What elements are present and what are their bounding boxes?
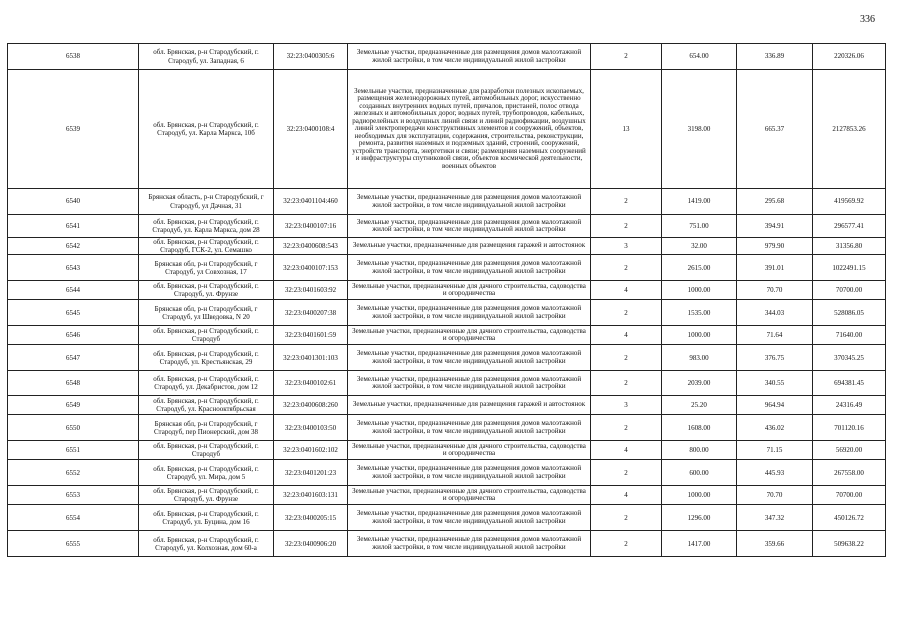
cadastral-number-cell: 32:23:0400205:15 bbox=[274, 505, 348, 531]
cadastral-number-cell: 32:23:0401104:460 bbox=[274, 189, 348, 215]
address-cell: обл. Брянская, р-н Стародубский, г. Стародуб, ул. Колхозная, дом 60-а bbox=[139, 531, 274, 557]
address-cell: обл. Брянская, р-н Стародубский, г. Стародуб, ул. Фрунзе bbox=[139, 281, 274, 300]
specific-value-cell: 359.66 bbox=[737, 531, 813, 557]
group-cell: 3 bbox=[591, 238, 662, 255]
cadastral-value-cell: 694381.45 bbox=[813, 371, 886, 396]
cadastral-value-cell: 267558.00 bbox=[813, 460, 886, 486]
address-cell: обл. Брянская, р-н Стародубский, г. Стародуб, ул. Декабристов, дом 12 bbox=[139, 371, 274, 396]
specific-value-cell: 445.93 bbox=[737, 460, 813, 486]
group-cell: 2 bbox=[591, 460, 662, 486]
cadastral-number-cell: 32:23:0400108:4 bbox=[274, 70, 348, 189]
group-cell: 2 bbox=[591, 189, 662, 215]
cadastral-value-cell: 24316.49 bbox=[813, 396, 886, 415]
area-cell: 1608.00 bbox=[662, 415, 737, 441]
cadastral-value-cell: 2127853.26 bbox=[813, 70, 886, 189]
specific-value-cell: 376.75 bbox=[737, 345, 813, 371]
specific-value-cell: 665.37 bbox=[737, 70, 813, 189]
cadastral-value-cell: 71640.00 bbox=[813, 326, 886, 345]
row-number: 6541 bbox=[8, 215, 139, 238]
land-use-cell: Земельные участки, предназначенные для размещения домов малоэтажной жилой застройки, в том числе индивидуальной жилой застройки bbox=[348, 215, 591, 238]
row-number: 6545 bbox=[8, 300, 139, 326]
row-number: 6548 bbox=[8, 371, 139, 396]
cadastral-value-cell: 220326.06 bbox=[813, 44, 886, 70]
cadastral-number-cell: 32:23:0401602:102 bbox=[274, 441, 348, 460]
specific-value-cell: 340.55 bbox=[737, 371, 813, 396]
land-use-cell: Земельные участки, предназначенные для размещения домов малоэтажной жилой застройки, в том числе индивидуальной жилой застройки bbox=[348, 460, 591, 486]
cadastral-value-cell: 509638.22 bbox=[813, 531, 886, 557]
cadastral-number-cell: 32:23:0400102:61 bbox=[274, 371, 348, 396]
specific-value-cell: 71.64 bbox=[737, 326, 813, 345]
group-cell: 4 bbox=[591, 281, 662, 300]
address-cell: обл. Брянская, р-н Стародубский, г. Стародуб, ул. Буцина, дом 16 bbox=[139, 505, 274, 531]
specific-value-cell: 336.89 bbox=[737, 44, 813, 70]
land-use-cell: Земельные участки, предназначенные для разработки полезных ископаемых, размещения железнодорожных путей, автомобильных дорог, искусственно созданных внутренних водных путей, причалов, пристаней, полос отвода железных и автомобильных дорог, водных путей, трубопроводов, кабельных, радиорелейных и воздушных линий связи и линий радиофикации, воздушных линий электропередачи конструктивных элементов и сооружений, объектов, необходимых для эксплуатации, содержания, строительства, реконструкции, ремонта, развития наземных и подземных зданий, строений, сооружений, устройств транспорта, энергетики и связи; размещения наземных сооружений и инфраструктуры спутниковой связи, объектов космической деятельности, военных объектов bbox=[348, 70, 591, 189]
area-cell: 25.20 bbox=[662, 396, 737, 415]
table-row bbox=[8, 238, 886, 255]
row-number: 6538 bbox=[8, 44, 139, 70]
land-use-cell: Земельные участки, предназначенные для дачного строительства, садоводства и огородничества bbox=[348, 326, 591, 345]
row-number: 6546 bbox=[8, 326, 139, 345]
row-number: 6539 bbox=[8, 70, 139, 189]
specific-value-cell: 295.68 bbox=[737, 189, 813, 215]
address-cell: обл. Брянская, р-н Стародубский, г. Стародуб bbox=[139, 326, 274, 345]
group-cell: 3 bbox=[591, 396, 662, 415]
table-row bbox=[8, 531, 886, 557]
table-row bbox=[8, 371, 886, 396]
group-cell: 2 bbox=[591, 345, 662, 371]
row-number: 6551 bbox=[8, 441, 139, 460]
row-number: 6555 bbox=[8, 531, 139, 557]
area-cell: 3198.00 bbox=[662, 70, 737, 189]
land-use-cell: Земельные участки, предназначенные для размещения домов малоэтажной жилой застройки, в том числе индивидуальной жилой застройки bbox=[348, 371, 591, 396]
specific-value-cell: 394.91 bbox=[737, 215, 813, 238]
group-cell: 2 bbox=[591, 215, 662, 238]
land-use-cell: Земельные участки, предназначенные для размещения гаражей и автостоянок bbox=[348, 396, 591, 415]
table-row bbox=[8, 460, 886, 486]
address-cell: обл. Брянская, р-н Стародубский, г. Стародуб, ул. Карла Маркса, 10б bbox=[139, 70, 274, 189]
specific-value-cell: 964.94 bbox=[737, 396, 813, 415]
land-use-cell: Земельные участки, предназначенные для размещения домов малоэтажной жилой застройки, в том числе индивидуальной жилой застройки bbox=[348, 505, 591, 531]
row-number: 6552 bbox=[8, 460, 139, 486]
page-number: 336 bbox=[860, 14, 875, 25]
address-cell: обл. Брянская, р-н Стародубский, г. Стародуб, ул. Краснооктябрьская bbox=[139, 396, 274, 415]
area-cell: 1000.00 bbox=[662, 486, 737, 505]
cadastral-value-cell: 1022491.15 bbox=[813, 255, 886, 281]
group-cell: 2 bbox=[591, 371, 662, 396]
cadastral-value-cell: 419569.92 bbox=[813, 189, 886, 215]
row-number: 6550 bbox=[8, 415, 139, 441]
area-cell: 983.00 bbox=[662, 345, 737, 371]
area-cell: 1535.00 bbox=[662, 300, 737, 326]
cadastral-value-cell: 528086.05 bbox=[813, 300, 886, 326]
cadastral-number-cell: 32:23:0400305:6 bbox=[274, 44, 348, 70]
area-cell: 1000.00 bbox=[662, 326, 737, 345]
group-cell: 2 bbox=[591, 505, 662, 531]
table-row bbox=[8, 44, 886, 70]
land-use-cell: Земельные участки, предназначенные для дачного строительства, садоводства и огородничества bbox=[348, 486, 591, 505]
area-cell: 1000.00 bbox=[662, 281, 737, 300]
row-number: 6549 bbox=[8, 396, 139, 415]
cadastral-number-cell: 32:23:0400107:16 bbox=[274, 215, 348, 238]
area-cell: 32.00 bbox=[662, 238, 737, 255]
specific-value-cell: 70.70 bbox=[737, 486, 813, 505]
row-number: 6542 bbox=[8, 238, 139, 255]
address-cell: Брянская обл, р-н Стародубский, г Стародуб, ул Шведовка, N 20 bbox=[139, 300, 274, 326]
specific-value-cell: 347.32 bbox=[737, 505, 813, 531]
cadastral-number-cell: 32:23:0401603:92 bbox=[274, 281, 348, 300]
specific-value-cell: 391.01 bbox=[737, 255, 813, 281]
cadastral-number-cell: 32:23:0400608:543 bbox=[274, 238, 348, 255]
row-number: 6554 bbox=[8, 505, 139, 531]
area-cell: 2039.00 bbox=[662, 371, 737, 396]
table-row bbox=[8, 486, 886, 505]
land-use-cell: Земельные участки, предназначенные для размещения домов малоэтажной жилой застройки, в том числе индивидуальной жилой застройки bbox=[348, 415, 591, 441]
address-cell: Брянская обл, р-н Стародубский, г Стародуб, пер Пионерский, дом 38 bbox=[139, 415, 274, 441]
area-cell: 2615.00 bbox=[662, 255, 737, 281]
cadastral-value-cell: 296577.41 bbox=[813, 215, 886, 238]
group-cell: 4 bbox=[591, 326, 662, 345]
cadastral-number-cell: 32:23:0401301:103 bbox=[274, 345, 348, 371]
cadastral-value-table bbox=[7, 43, 886, 557]
cadastral-number-cell: 32:23:0400207:38 bbox=[274, 300, 348, 326]
address-cell: обл. Брянская, р-н Стародубский, г. Стародуб, ул. Крестьянская, 29 bbox=[139, 345, 274, 371]
cadastral-number-cell: 32:23:0401201:23 bbox=[274, 460, 348, 486]
table-row bbox=[8, 300, 886, 326]
address-cell: обл. Брянская, р-н Стародубский, г. Стародуб, ГСК-2, ул. Семашко bbox=[139, 238, 274, 255]
table-row bbox=[8, 281, 886, 300]
cadastral-number-cell: 32:23:0401601:59 bbox=[274, 326, 348, 345]
land-use-cell: Земельные участки, предназначенные для размещения домов малоэтажной жилой застройки, в том числе индивидуальной жилой застройки bbox=[348, 44, 591, 70]
cadastral-value-cell: 450126.72 bbox=[813, 505, 886, 531]
row-number: 6547 bbox=[8, 345, 139, 371]
address-cell: Брянская обл, р-н Стародубский, г Стародуб, ул Совхозная, 17 bbox=[139, 255, 274, 281]
land-use-cell: Земельные участки, предназначенные для размещения домов малоэтажной жилой застройки, в том числе индивидуальной жилой застройки bbox=[348, 300, 591, 326]
address-cell: обл. Брянская, р-н Стародубский, г. Стародуб, ул. Мира, дом 5 bbox=[139, 460, 274, 486]
table-row bbox=[8, 415, 886, 441]
land-use-cell: Земельные участки, предназначенные для дачного строительства, садоводства и огородничества bbox=[348, 441, 591, 460]
land-use-cell: Земельные участки, предназначенные для размещения домов малоэтажной жилой застройки, в том числе индивидуальной жилой застройки bbox=[348, 345, 591, 371]
cadastral-value-cell: 370345.25 bbox=[813, 345, 886, 371]
area-cell: 800.00 bbox=[662, 441, 737, 460]
group-cell: 2 bbox=[591, 255, 662, 281]
group-cell: 2 bbox=[591, 415, 662, 441]
cadastral-value-cell: 56920.00 bbox=[813, 441, 886, 460]
table-row bbox=[8, 70, 886, 189]
cadastral-number-cell: 32:23:0400906:20 bbox=[274, 531, 348, 557]
group-cell: 4 bbox=[591, 441, 662, 460]
specific-value-cell: 436.02 bbox=[737, 415, 813, 441]
land-use-cell: Земельные участки, предназначенные для размещения домов малоэтажной жилой застройки, в том числе индивидуальной жилой застройки bbox=[348, 189, 591, 215]
group-cell: 4 bbox=[591, 486, 662, 505]
area-cell: 1417.00 bbox=[662, 531, 737, 557]
area-cell: 654.00 bbox=[662, 44, 737, 70]
specific-value-cell: 70.70 bbox=[737, 281, 813, 300]
specific-value-cell: 71.15 bbox=[737, 441, 813, 460]
table-row bbox=[8, 255, 886, 281]
address-cell: обл. Брянская, р-н Стародубский, г. Стародуб, ул. Западная, 6 bbox=[139, 44, 274, 70]
address-cell: обл. Брянская, р-н Стародубский, г. Стародуб, ул. Карла Маркса, дом 28 bbox=[139, 215, 274, 238]
cadastral-value-cell: 31356.80 bbox=[813, 238, 886, 255]
cadastral-value-cell: 70700.00 bbox=[813, 281, 886, 300]
table-row bbox=[8, 215, 886, 238]
specific-value-cell: 344.03 bbox=[737, 300, 813, 326]
area-cell: 1296.00 bbox=[662, 505, 737, 531]
table-row bbox=[8, 441, 886, 460]
table-row bbox=[8, 505, 886, 531]
area-cell: 1419.00 bbox=[662, 189, 737, 215]
cadastral-number-cell: 32:23:0400103:50 bbox=[274, 415, 348, 441]
cadastral-value-cell: 70700.00 bbox=[813, 486, 886, 505]
table-row bbox=[8, 396, 886, 415]
address-cell: обл. Брянская, р-н Стародубский, г. Стародуб, ул. Фрунзе bbox=[139, 486, 274, 505]
address-cell: обл. Брянская, р-н Стародубский, г. Стародуб bbox=[139, 441, 274, 460]
land-use-cell: Земельные участки, предназначенные для дачного строительства, садоводства и огородничества bbox=[348, 281, 591, 300]
group-cell: 2 bbox=[591, 300, 662, 326]
land-use-cell: Земельные участки, предназначенные для размещения гаражей и автостоянок bbox=[348, 238, 591, 255]
group-cell: 2 bbox=[591, 44, 662, 70]
table-row bbox=[8, 189, 886, 215]
row-number: 6544 bbox=[8, 281, 139, 300]
cadastral-value-cell: 701120.16 bbox=[813, 415, 886, 441]
table-row bbox=[8, 345, 886, 371]
row-number: 6540 bbox=[8, 189, 139, 215]
cadastral-number-cell: 32:23:0400107:153 bbox=[274, 255, 348, 281]
specific-value-cell: 979.90 bbox=[737, 238, 813, 255]
group-cell: 2 bbox=[591, 531, 662, 557]
address-cell: Брянская область, р-н Стародубский, г Стародуб, ул Дачная, 31 bbox=[139, 189, 274, 215]
cadastral-number-cell: 32:23:0400608:260 bbox=[274, 396, 348, 415]
row-number: 6543 bbox=[8, 255, 139, 281]
table-body bbox=[8, 44, 886, 557]
table-row bbox=[8, 326, 886, 345]
area-cell: 751.00 bbox=[662, 215, 737, 238]
land-use-cell: Земельные участки, предназначенные для размещения домов малоэтажной жилой застройки, в том числе индивидуальной жилой застройки bbox=[348, 531, 591, 557]
area-cell: 600.00 bbox=[662, 460, 737, 486]
group-cell: 13 bbox=[591, 70, 662, 189]
land-use-cell: Земельные участки, предназначенные для размещения домов малоэтажной жилой застройки, в том числе индивидуальной жилой застройки bbox=[348, 255, 591, 281]
cadastral-number-cell: 32:23:0401603:131 bbox=[274, 486, 348, 505]
row-number: 6553 bbox=[8, 486, 139, 505]
